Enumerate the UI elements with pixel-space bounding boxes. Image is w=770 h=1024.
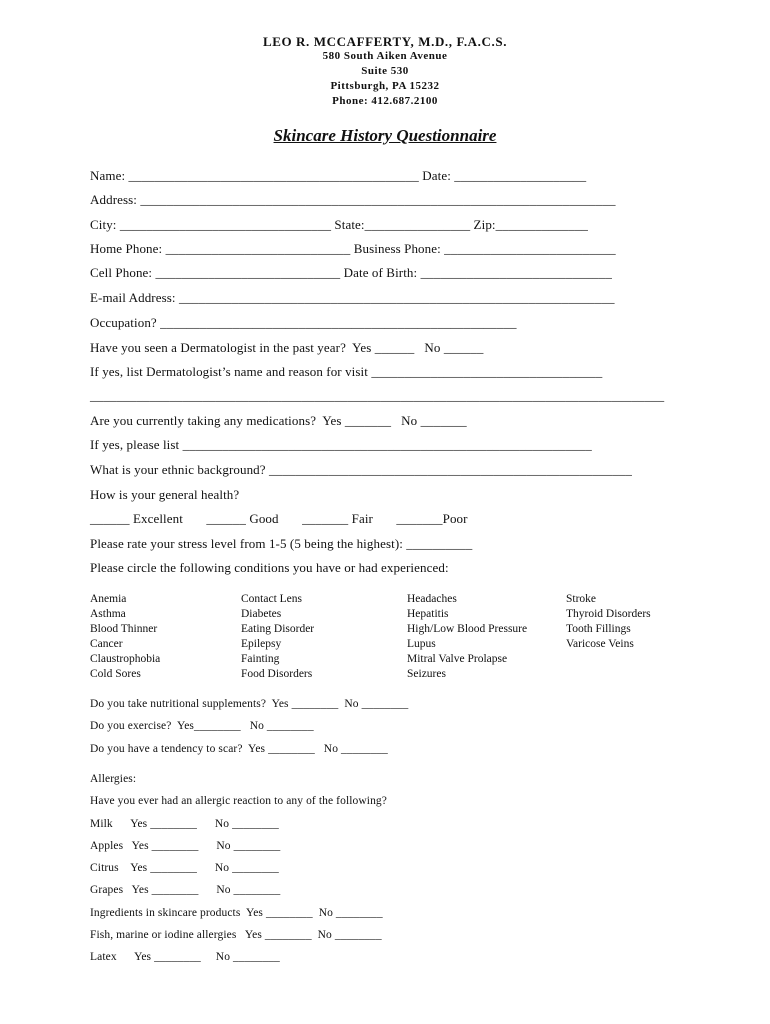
- exercise-field[interactable]: Do you exercise? Yes________ No ________: [90, 720, 314, 732]
- conditions-column-1: [90, 592, 160, 682]
- conditions-instruction: Please circle the following conditions you have or had experienced:: [90, 560, 449, 575]
- latex-allergy-field[interactable]: Latex Yes ________ No ________: [90, 951, 280, 963]
- supplements-field[interactable]: Do you take nutritional supplements? Yes ________ No ________: [90, 698, 409, 710]
- condition-item[interactable]: Thyroid Disorders: [566, 608, 651, 620]
- skincare-ingredients-allergy-field[interactable]: Ingredients in skincare products Yes ________ No ________: [90, 907, 383, 919]
- condition-item[interactable]: Fainting: [241, 653, 280, 665]
- name-date-field[interactable]: Name: ____________________________________________ Date: ____________________: [90, 168, 587, 183]
- allergies-heading: Allergies:: [90, 773, 137, 785]
- city-state-zip-field[interactable]: City: ________________________________ State:________________ Zip:______________: [90, 217, 589, 232]
- condition-item[interactable]: Seizures: [407, 668, 446, 680]
- occupation-field[interactable]: Occupation? ______________________________________________________: [90, 315, 517, 330]
- conditions-column-2: [241, 592, 314, 682]
- grapes-allergy-field[interactable]: Grapes Yes ________ No ________: [90, 884, 281, 896]
- fish-marine-iodine-allergy-field[interactable]: Fish, marine or iodine allergies Yes ________ No ________: [90, 929, 382, 941]
- email-field[interactable]: E-mail Address: __________________________________________________________________: [90, 290, 615, 305]
- condition-item[interactable]: High/Low Blood Pressure: [407, 623, 528, 635]
- dermatologist-seen-field[interactable]: Have you seen a Dermatologist in the past year? Yes ______ No ______: [90, 340, 484, 355]
- condition-item[interactable]: Stroke: [566, 593, 597, 605]
- condition-item[interactable]: Anemia: [90, 593, 127, 605]
- suite: Suite 530: [361, 65, 409, 77]
- condition-item[interactable]: Mitral Valve Prolapse: [407, 653, 508, 665]
- allergic-reaction-question: Have you ever had an allergic reaction to any of the following?: [90, 795, 387, 807]
- phones-field[interactable]: Home Phone: ____________________________ Business Phone: __________________________: [90, 241, 616, 256]
- condition-item[interactable]: Eating Disorder: [241, 623, 315, 635]
- practice-header: [0, 34, 770, 109]
- medications-field[interactable]: Are you currently taking any medications? Yes _______ No _______: [90, 413, 467, 428]
- conditions-column-3: [407, 592, 527, 682]
- doctor-name: LEO R. MCCAFFERTY, M.D., F.A.C.S.: [262, 34, 508, 49]
- condition-item[interactable]: Epilepsy: [241, 638, 282, 650]
- condition-item[interactable]: Contact Lens: [241, 593, 302, 605]
- condition-item[interactable]: Lupus: [407, 638, 436, 650]
- condition-item[interactable]: Tooth Fillings: [566, 623, 631, 635]
- dermatologist-list-field[interactable]: If yes, list Dermatologist’s name and reason for visit ___________________________________: [90, 364, 603, 379]
- dermatologist-extra-line[interactable]: _______________________________________________________________________________________: [90, 388, 665, 403]
- street-address: 580 South Aiken Avenue: [322, 50, 448, 62]
- condition-item[interactable]: Cold Sores: [90, 668, 141, 680]
- general-health-label: How is your general health?: [90, 487, 240, 502]
- apples-allergy-field[interactable]: Apples Yes ________ No ________: [90, 840, 281, 852]
- scar-field[interactable]: Do you have a tendency to scar? Yes ________ No ________: [90, 743, 388, 755]
- city-line: Pittsburgh, PA 15232: [330, 80, 440, 92]
- condition-item[interactable]: Blood Thinner: [90, 623, 158, 635]
- condition-item[interactable]: Food Disorders: [241, 668, 313, 680]
- ethnic-background-field[interactable]: What is your ethnic background? _______________________________________________________: [90, 462, 633, 477]
- form-title: Skincare History Questionnaire: [273, 126, 497, 145]
- condition-item[interactable]: Varicose Veins: [566, 638, 634, 650]
- condition-item[interactable]: Hepatitis: [407, 608, 449, 620]
- address-field[interactable]: Address: ________________________________________________________________________: [90, 192, 616, 207]
- citrus-allergy-field[interactable]: Citrus Yes ________ No ________: [90, 862, 279, 874]
- general-health-options[interactable]: ______ Excellent ______ Good _______ Fair _______Poor: [90, 511, 468, 526]
- condition-item[interactable]: Asthma: [90, 608, 126, 620]
- stress-level-field[interactable]: Please rate your stress level from 1-5 (5 being the highest): __________: [90, 536, 473, 551]
- medications-list-field[interactable]: If yes, please list ______________________________________________________________: [90, 437, 592, 452]
- condition-item[interactable]: Headaches: [407, 593, 457, 605]
- milk-allergy-field[interactable]: Milk Yes ________ No ________: [90, 818, 279, 830]
- condition-item[interactable]: Cancer: [90, 638, 123, 650]
- condition-item[interactable]: Diabetes: [241, 608, 282, 620]
- condition-item[interactable]: Claustrophobia: [90, 653, 161, 665]
- conditions-column-4: [566, 592, 651, 652]
- phone: Phone: 412.687.2100: [332, 95, 438, 107]
- cell-dob-field[interactable]: Cell Phone: ____________________________ Date of Birth: _____________________________: [90, 265, 612, 280]
